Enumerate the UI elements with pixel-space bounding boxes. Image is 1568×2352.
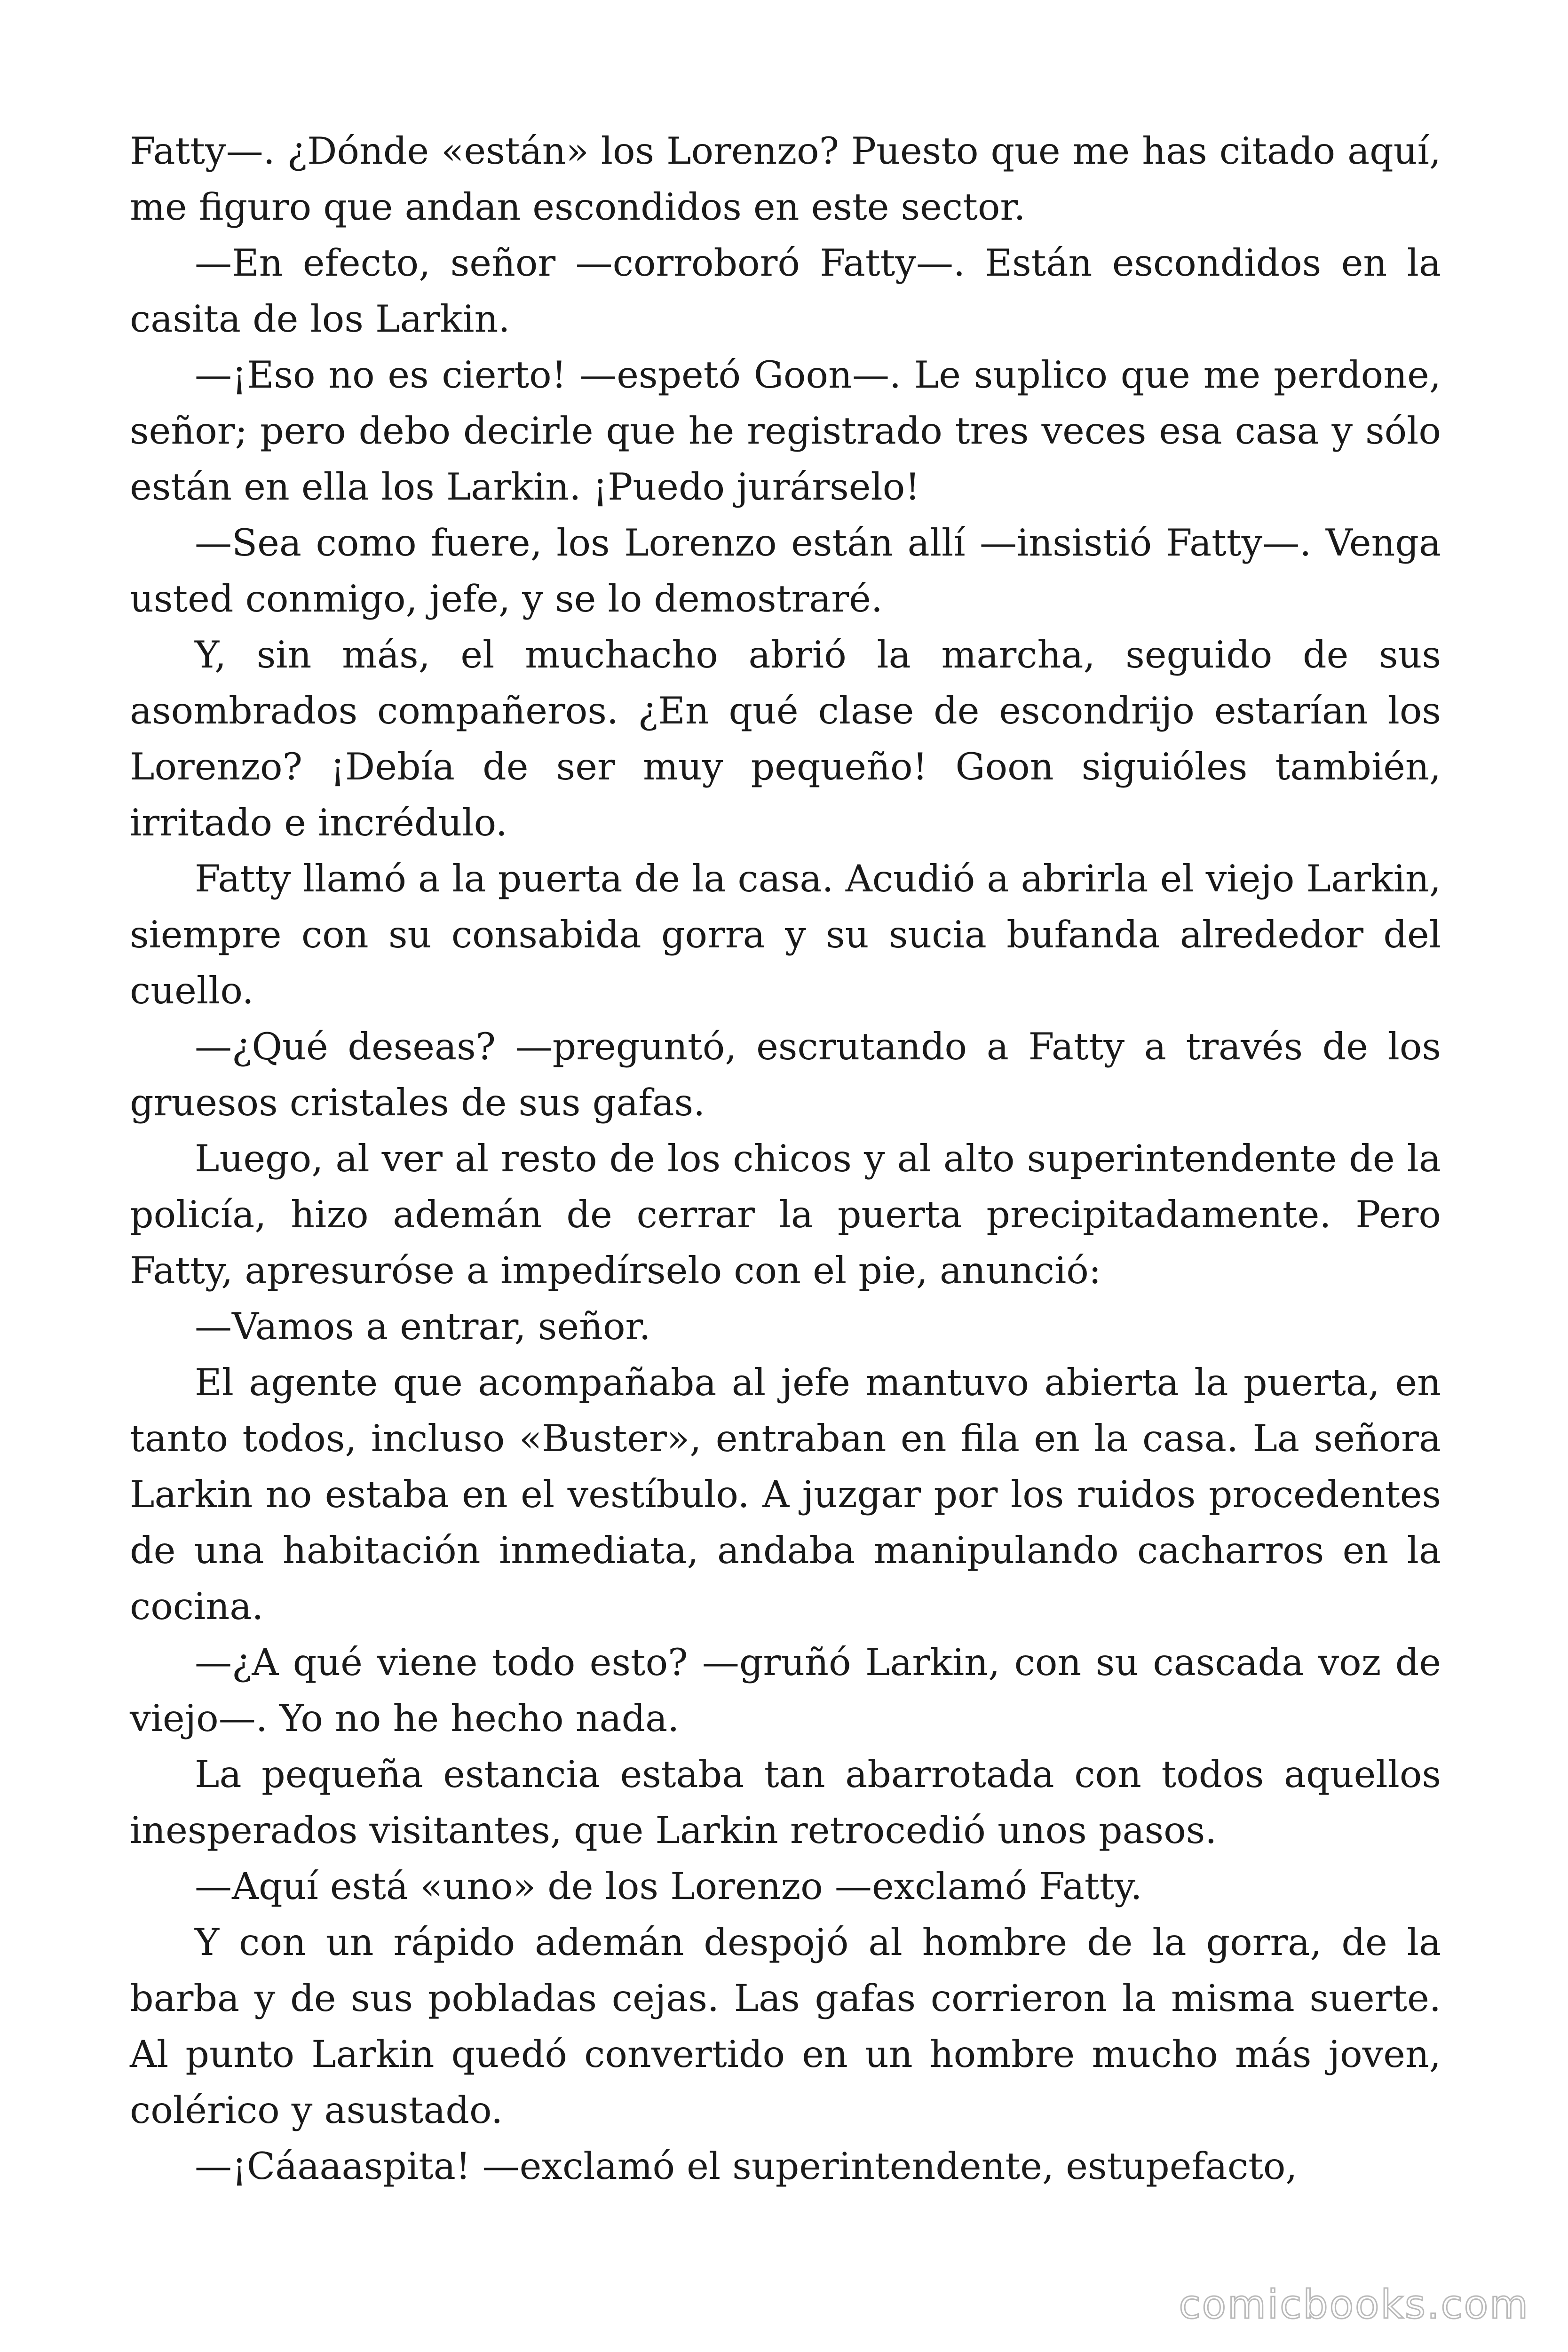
paragraph: —Aquí está «uno» de los Lorenzo —exclamó Fatty. xyxy=(195,1865,1142,1908)
paragraph: —En efecto, señor —corroboró Fatty—. Están escondidos en la casita de los Larkin. xyxy=(130,241,1441,341)
page-body-text xyxy=(130,123,1441,2194)
paragraph: —¡Cáaaaspita! —exclamó el superintendente, estupefacto, xyxy=(195,2145,1298,2188)
paragraph: —¿Qué deseas? —preguntó, escrutando a Fatty a través de los gruesos cristales de sus gafas. xyxy=(130,1025,1441,1124)
paragraph: —¿A qué viene todo esto? —gruñó Larkin, con su cascada voz de viejo—. Yo no he hecho nada. xyxy=(130,1641,1441,1740)
site-watermark: comicbooks.com xyxy=(1179,2281,1529,2328)
paragraph: Fatty llamó a la puerta de la casa. Acudió a abrirla el viejo Larkin, siempre con su consabida gorra y su sucia bufanda alrededor del cuello. xyxy=(130,857,1441,1012)
paragraph: —Sea como fuere, los Lorenzo están allí —insistió Fatty—. Venga usted conmigo, jefe, y se lo demostraré. xyxy=(130,521,1441,620)
paragraph: —Vamos a entrar, señor. xyxy=(195,1305,651,1348)
paragraph: El agente que acompañaba al jefe mantuvo abierta la puerta, en tanto todos, incluso «Buster», entraban en fila en la casa. La señora Larkin no estaba en el vestíbulo. A juzgar por los ruidos procedentes de una habitación inmediata, andaba manipulando cacharros en la cocina. xyxy=(130,1361,1441,1628)
paragraph: Y, sin más, el muchacho abrió la marcha, seguido de sus asombrados compañeros. ¿En qué clase de escondrijo estarían los Lorenzo? ¡Debía de ser muy pequeño! Goon siguióles también, irritado e incrédulo. xyxy=(130,633,1441,844)
paragraph: Luego, al ver al resto de los chicos y al alto superintendente de la policía, hizo ademán de cerrar la puerta precipitadamente. Pero Fatty, apresuróse a impedírselo con el pie, anunció: xyxy=(130,1137,1441,1292)
paragraph-continued: Fatty—. ¿Dónde «están» los Lorenzo? Puesto que me has citado aquí, me figuro que andan escondidos en este sector. xyxy=(130,129,1441,229)
paragraph: Y con un rápido ademán despojó al hombre de la gorra, de la barba y de sus pobladas cejas. Las gafas corrieron la misma suerte. Al punto Larkin quedó convertido en un hombre mucho más joven, colérico y asustado. xyxy=(130,1921,1441,2132)
paragraph: La pequeña estancia estaba tan abarrotada con todos aquellos inesperados visitantes, que Larkin retrocedió unos pasos. xyxy=(130,1753,1441,1852)
paragraph: —¡Eso no es cierto! —espetó Goon—. Le suplico que me perdone, señor; pero debo decirle que he registrado tres veces esa casa y sólo están en ella los Larkin. ¡Puedo jurárselo! xyxy=(130,353,1441,509)
